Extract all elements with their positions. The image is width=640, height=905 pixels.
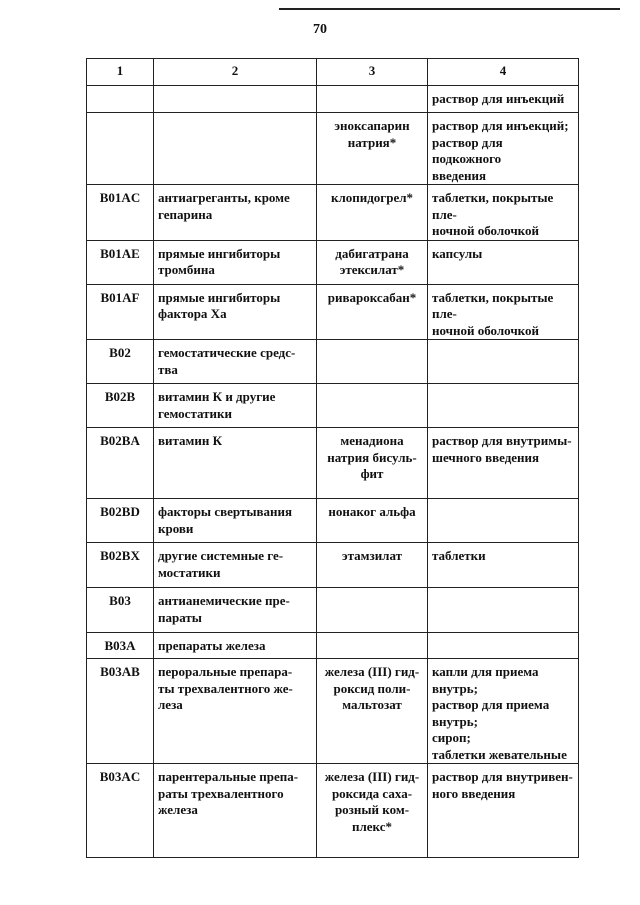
dosage-form-cell — [428, 764, 579, 858]
cell-line: железа — [158, 802, 198, 817]
dosage-form-cell — [428, 588, 579, 633]
dosage-form-cell — [428, 633, 579, 659]
cell-line: капли для приема — [432, 664, 539, 679]
table-row — [87, 428, 579, 499]
dosage-form-cell — [428, 113, 579, 185]
cell-line: тромбина — [158, 262, 215, 277]
atc-code-cell: B02BA — [87, 428, 154, 499]
atc-code-cell: B03 — [87, 588, 154, 633]
drug-table — [86, 58, 579, 858]
table-header-row — [87, 59, 579, 86]
top-rule — [279, 8, 620, 10]
table-row — [87, 659, 579, 764]
cell-line: леза — [158, 697, 183, 712]
drug-name-cell — [317, 240, 428, 284]
atc-code-cell: B03A — [87, 633, 154, 659]
drug-name-cell — [317, 764, 428, 858]
table-row — [87, 185, 579, 241]
atc-code-cell: B01AC — [87, 185, 154, 241]
cell-line: тва — [158, 361, 178, 377]
cell-line: этексилат* — [339, 262, 405, 277]
cell-line: антианемические пре- — [158, 593, 290, 608]
cell-line: гемостатики — [158, 405, 233, 421]
cell-line: введения — [432, 167, 486, 183]
group-cell — [154, 185, 317, 241]
table-row — [87, 633, 579, 659]
group-cell — [154, 499, 317, 543]
header-cell-4: 4 — [428, 59, 579, 86]
cell-line: фактора Ха — [158, 306, 227, 321]
cell-line: раты трехвалентного — [158, 785, 284, 801]
group-cell — [154, 384, 317, 428]
group-cell — [154, 340, 317, 384]
table-row — [87, 499, 579, 543]
cell-line: пероральные препара- — [158, 664, 293, 679]
cell-line: препараты железа — [158, 638, 266, 653]
dosage-form-cell — [428, 340, 579, 384]
cell-line: натрия бисуль- — [327, 449, 417, 465]
cell-line: дабигатрана — [335, 245, 409, 261]
atc-code-cell: B01AE — [87, 240, 154, 284]
cell-line: сироп; — [432, 730, 471, 745]
cell-line: раствор для внутримы- — [432, 433, 572, 448]
header-cell-2: 2 — [154, 59, 317, 86]
dosage-form-cell — [428, 659, 579, 764]
atc-code-cell: B03AB — [87, 659, 154, 764]
cell-line: витамин К — [158, 433, 223, 448]
cell-line: роксид поли- — [333, 680, 411, 696]
dosage-form-cell — [428, 185, 579, 241]
atc-code-cell: B02 — [87, 340, 154, 384]
header-cell-3: 3 — [317, 59, 428, 86]
dosage-form-cell — [428, 86, 579, 113]
header-cell-1: 1 — [87, 59, 154, 86]
dosage-form-cell — [428, 240, 579, 284]
table-row — [87, 764, 579, 858]
dosage-form-cell — [428, 384, 579, 428]
table-row — [87, 86, 579, 113]
cell-line: таблетки, покрытые пле- — [432, 190, 554, 222]
atc-code-cell — [87, 113, 154, 185]
cell-line: таблетки, покрытые пле- — [432, 289, 554, 321]
drug-name-cell — [317, 384, 428, 428]
cell-line: парентеральные препа- — [158, 769, 299, 784]
cell-line: крови — [158, 520, 194, 536]
cell-line: раствор для инъекций; — [432, 118, 569, 133]
table-row — [87, 113, 579, 185]
group-cell — [154, 113, 317, 185]
atc-code-cell: B02BD — [87, 499, 154, 543]
cell-line: розный ком- — [334, 802, 410, 817]
group-cell — [154, 588, 317, 633]
cell-line: раствор для внутривен- — [432, 769, 573, 784]
group-cell — [154, 240, 317, 284]
drug-name-cell — [317, 499, 428, 543]
cell-line: эноксапарин — [334, 118, 410, 133]
drug-name-cell — [317, 659, 428, 764]
table-row — [87, 240, 579, 284]
cell-line: раствор для подкожного — [432, 134, 503, 166]
cell-line: мальтозат — [342, 697, 402, 712]
cell-line: раствор для инъекций — [432, 91, 565, 106]
atc-code-cell — [87, 86, 154, 113]
table-row — [87, 588, 579, 633]
cell-line: железа (III) гид- — [324, 769, 420, 784]
table-row — [87, 284, 579, 340]
cell-line: фит — [360, 466, 384, 481]
group-cell — [154, 284, 317, 340]
drug-name-cell — [317, 284, 428, 340]
group-cell — [154, 543, 317, 588]
cell-line: антиагреганты, кроме — [158, 190, 290, 205]
cell-line: ночной оболочкой — [432, 322, 539, 338]
group-cell — [154, 659, 317, 764]
drug-name-cell — [317, 185, 428, 241]
cell-line: плекс* — [352, 818, 392, 834]
drug-name-cell — [317, 633, 428, 659]
drug-name-cell — [317, 86, 428, 113]
cell-line: менадиона — [340, 433, 404, 448]
cell-line: прямые ингибиторы — [158, 289, 281, 305]
cell-line: раствор для приема — [432, 697, 550, 712]
drug-name-cell — [317, 428, 428, 499]
cell-line: гемостатические средс- — [158, 345, 296, 360]
group-cell — [154, 86, 317, 113]
drug-name-cell — [317, 543, 428, 588]
cell-line: внутрь; — [432, 680, 478, 696]
cell-line: нонаког альфа — [328, 504, 416, 519]
cell-line: таблетки — [432, 548, 486, 563]
atc-code-cell: B03AC — [87, 764, 154, 858]
cell-line: параты — [158, 609, 202, 625]
cell-line: железа (III) гид- — [324, 664, 420, 679]
cell-line: мостатики — [158, 564, 221, 580]
cell-line: капсулы — [432, 245, 483, 261]
cell-line: натрия* — [347, 134, 397, 150]
cell-line: ночной оболочкой — [432, 223, 539, 238]
cell-line: шечного введения — [432, 449, 540, 465]
page-number: 70 — [313, 22, 327, 37]
table-row — [87, 384, 579, 428]
cell-line: факторы свертывания — [158, 504, 293, 519]
dosage-form-cell — [428, 543, 579, 588]
atc-code-cell: B02BX — [87, 543, 154, 588]
group-cell — [154, 764, 317, 858]
cell-line: клопидогрел* — [330, 190, 414, 205]
dosage-form-cell — [428, 428, 579, 499]
cell-line: ривароксабан* — [327, 289, 417, 305]
cell-line: другие системные ге- — [158, 548, 284, 563]
drug-name-cell — [317, 588, 428, 633]
atc-code-cell: B01AF — [87, 284, 154, 340]
group-cell — [154, 428, 317, 499]
cell-line: прямые ингибиторы — [158, 245, 281, 261]
cell-line: витамин К и другие — [158, 389, 276, 404]
table-row — [87, 543, 579, 588]
cell-line: внутрь; — [432, 713, 478, 729]
cell-line: ты трехвалентного же- — [158, 680, 293, 696]
drug-name-cell — [317, 340, 428, 384]
dosage-form-cell — [428, 284, 579, 340]
group-cell — [154, 633, 317, 659]
cell-line: этамзилат — [341, 548, 403, 563]
cell-line: таблетки жевательные — [432, 746, 567, 762]
cell-line: гепарина — [158, 206, 213, 222]
atc-code-cell: B02B — [87, 384, 154, 428]
table-row — [87, 340, 579, 384]
drug-name-cell — [317, 113, 428, 185]
dosage-form-cell — [428, 499, 579, 543]
cell-line: роксида саха- — [331, 785, 413, 801]
cell-line: ного введения — [432, 785, 516, 801]
